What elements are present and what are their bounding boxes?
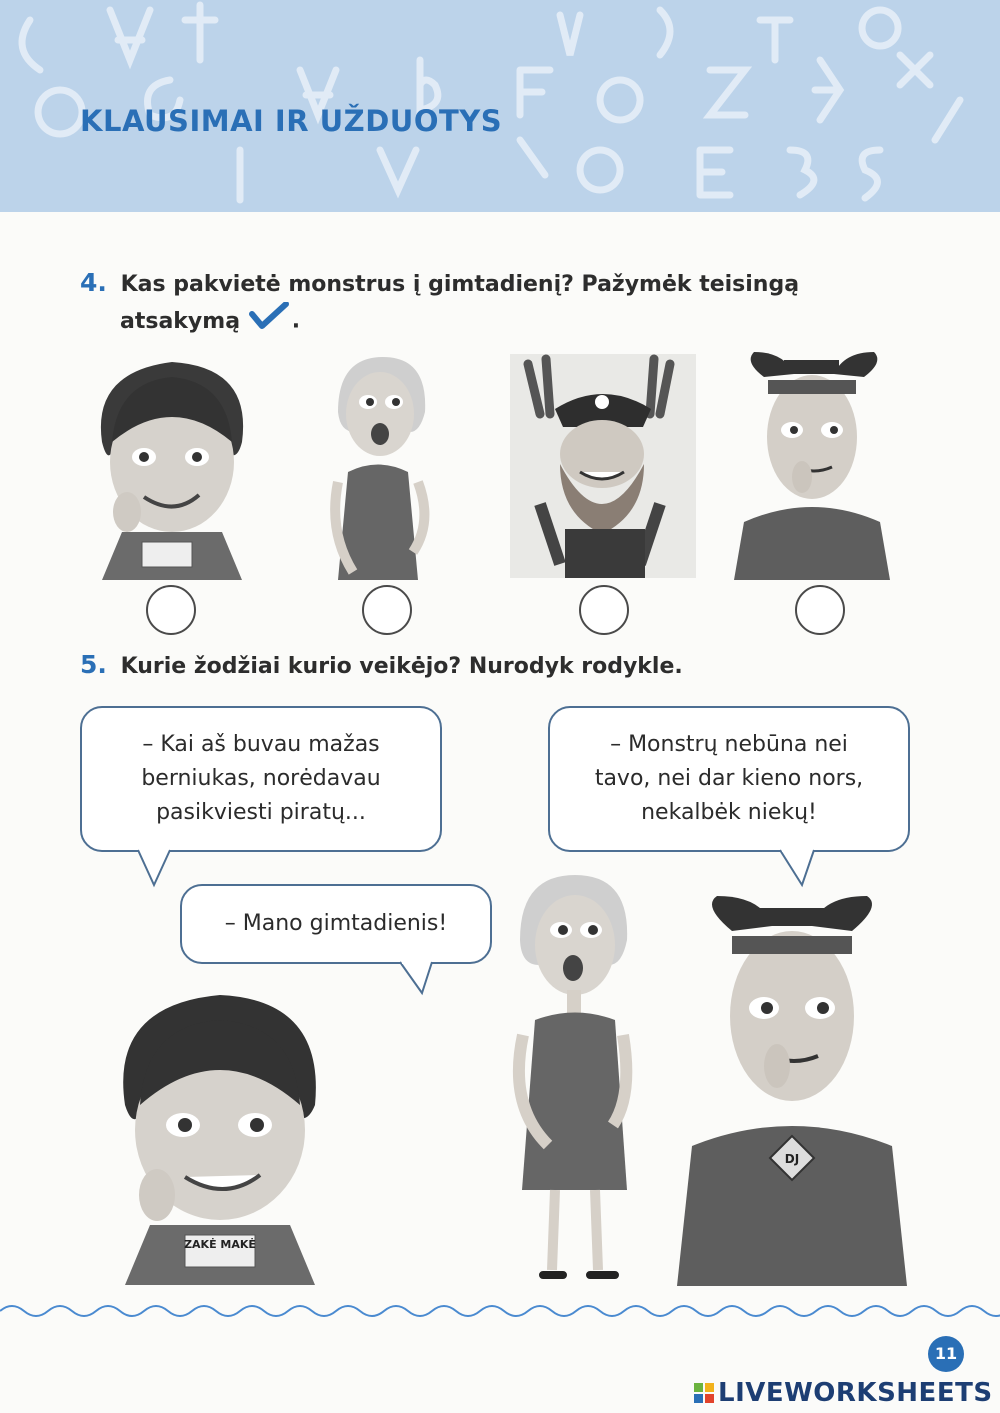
answer-circle-dj-boy[interactable] bbox=[795, 585, 845, 635]
speech-bubble-pirates[interactable] bbox=[80, 706, 442, 852]
bubble-line: – Monstrų nebūna nei bbox=[610, 732, 848, 757]
bubble-line: – Mano gimtadienis! bbox=[224, 911, 448, 936]
bubble-line: nekalbėk niekų! bbox=[641, 800, 817, 825]
question-text-continued: atsakymą bbox=[120, 308, 241, 334]
wave-divider bbox=[0, 1296, 1000, 1326]
option-girl-figure bbox=[82, 352, 260, 580]
question-number: 4. bbox=[80, 268, 107, 297]
question-text-period: . bbox=[291, 308, 301, 334]
speech-bubble-monsters[interactable] bbox=[548, 706, 910, 852]
question-text: Kurie žodžiai kurio veikėjo? Nurodyk rodykle. bbox=[120, 654, 683, 679]
question-text: Kas pakvietė monstrus į gimtadienį? Pažymėk teisingą bbox=[120, 272, 800, 297]
bubble-tail bbox=[400, 961, 440, 997]
header-band bbox=[0, 0, 1000, 212]
option-pirate-figure bbox=[510, 354, 696, 578]
option-dj-boy-figure bbox=[724, 352, 900, 580]
girl-figure bbox=[95, 985, 345, 1285]
page-number: 11 bbox=[928, 1336, 964, 1372]
liveworksheets-logo bbox=[694, 1377, 993, 1409]
bubble-tail bbox=[138, 849, 178, 889]
page-title: KLAUSIMAI IR UŽDUOTYS bbox=[80, 104, 503, 138]
speech-bubble-birthday[interactable] bbox=[180, 884, 492, 964]
question-number: 5. bbox=[80, 650, 107, 679]
bubble-line: – Kai aš buvau mažas bbox=[142, 732, 380, 757]
brand-name: LIVEWORKSHEETS bbox=[718, 1378, 993, 1408]
option-woman-figure bbox=[318, 352, 440, 580]
checkmark-icon bbox=[248, 302, 292, 341]
question-5 bbox=[80, 648, 880, 684]
badge-text: DJ bbox=[784, 1152, 800, 1166]
answer-circle-woman[interactable] bbox=[362, 585, 412, 635]
badge-text: ZAKĖ MAKĖ bbox=[184, 1238, 256, 1251]
bubble-tail bbox=[780, 849, 820, 889]
dj-boy-figure bbox=[672, 896, 910, 1286]
woman-figure bbox=[505, 870, 645, 1285]
question-4 bbox=[80, 266, 880, 341]
bubble-line: tavo, nei dar kieno nors, bbox=[594, 766, 864, 791]
bubble-line: berniukas, norėdavau bbox=[141, 766, 381, 791]
logo-icon bbox=[694, 1383, 714, 1403]
bubble-line: pasikviesti piratų... bbox=[156, 800, 366, 825]
answer-circle-pirate[interactable] bbox=[579, 585, 629, 635]
answer-circle-girl[interactable] bbox=[146, 585, 196, 635]
